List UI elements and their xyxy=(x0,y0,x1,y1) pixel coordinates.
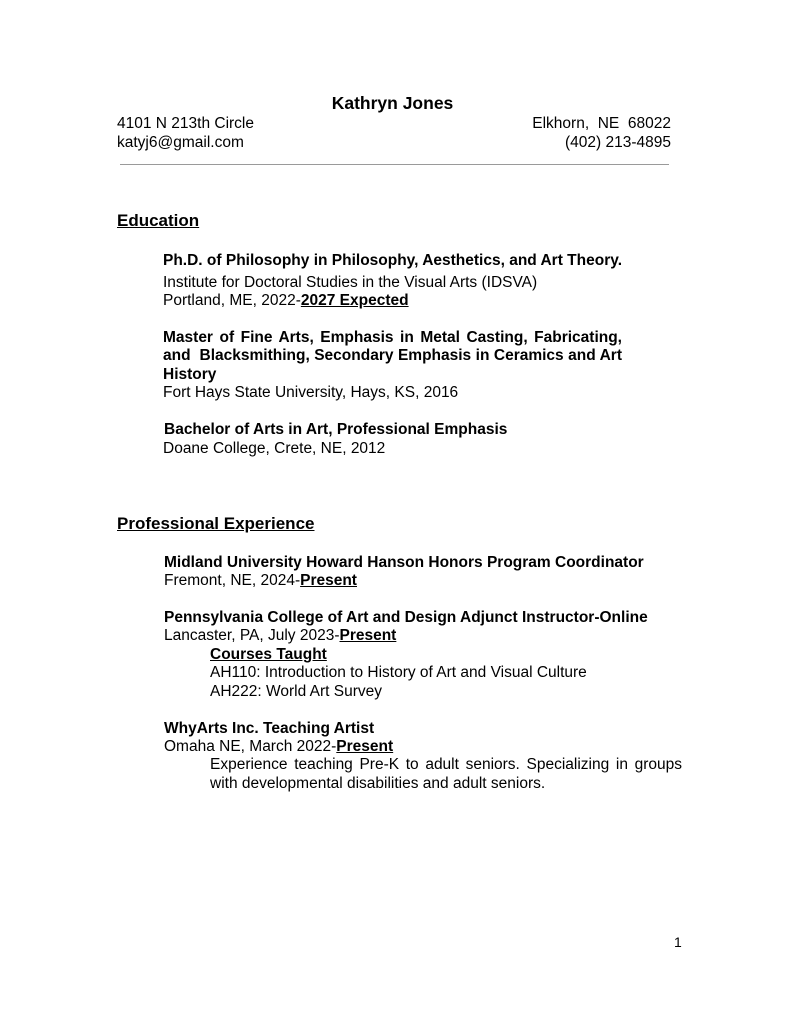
mfa-degree-line1: Master of Fine Arts, Emphasis in Metal Casting, Fabricating, xyxy=(163,329,622,346)
midland-place: Fremont, NE, 2024- xyxy=(164,572,301,589)
course-item: AH222: World Art Survey xyxy=(210,683,383,700)
whyarts-description-line2: with developmental disabilities and adult seniors. xyxy=(210,775,546,792)
experience-heading: Professional Experience xyxy=(117,514,315,533)
address: 4101 N 213th Circle xyxy=(117,115,254,132)
pcad-place: Lancaster, PA, July 2023- xyxy=(164,627,340,644)
city-state-zip: Elkhorn, NE 68022 xyxy=(532,115,671,132)
phd-school: Institute for Doctoral Studies in the Visual Arts (IDSVA) xyxy=(163,274,538,291)
whyarts-place-date xyxy=(164,737,393,756)
phone: (402) 213-4895 xyxy=(565,134,671,151)
courses-heading: Courses Taught xyxy=(210,646,327,663)
whyarts-place: Omaha NE, March 2022- xyxy=(164,738,337,755)
mfa-degree-line2: and Blacksmithing, Secondary Emphasis in Ceramics and Art xyxy=(163,347,622,364)
pcad-role: Pennsylvania College of Art and Design Adjunct Instructor-Online xyxy=(164,609,648,626)
ba-school: Doane College, Crete, NE, 2012 xyxy=(163,440,386,457)
phd-place-date xyxy=(163,291,409,310)
course-item: AH110: Introduction to History of Art and Visual Culture xyxy=(210,664,587,681)
ba-degree: Bachelor of Arts in Art, Professional Emphasis xyxy=(164,421,508,438)
mfa-school: Fort Hays State University, Hays, KS, 2016 xyxy=(163,384,459,401)
pcad-place-date xyxy=(164,626,396,645)
resume-name: Kathryn Jones xyxy=(331,93,454,113)
page-number: 1 xyxy=(674,934,682,950)
header-divider xyxy=(120,164,669,165)
education-heading: Education xyxy=(117,211,200,230)
mfa-degree-line3: History xyxy=(163,366,217,383)
pcad-present: Present xyxy=(339,627,397,644)
midland-present: Present xyxy=(300,572,357,589)
phd-degree: Ph.D. of Philosophy in Philosophy, Aesthetics, and Art Theory. xyxy=(163,252,623,269)
midland-place-date xyxy=(164,571,357,590)
midland-role: Midland University Howard Hanson Honors Program Coordinator xyxy=(164,554,644,571)
whyarts-description-line1: Experience teaching Pre-K to adult seniors. Specializing in groups xyxy=(210,756,682,773)
whyarts-role: WhyArts Inc. Teaching Artist xyxy=(164,720,375,737)
email: katyj6@gmail.com xyxy=(117,134,244,151)
phd-place: Portland, ME, 2022- xyxy=(163,292,301,309)
phd-expected: 2027 Expected xyxy=(300,292,409,309)
whyarts-present: Present xyxy=(336,738,394,755)
